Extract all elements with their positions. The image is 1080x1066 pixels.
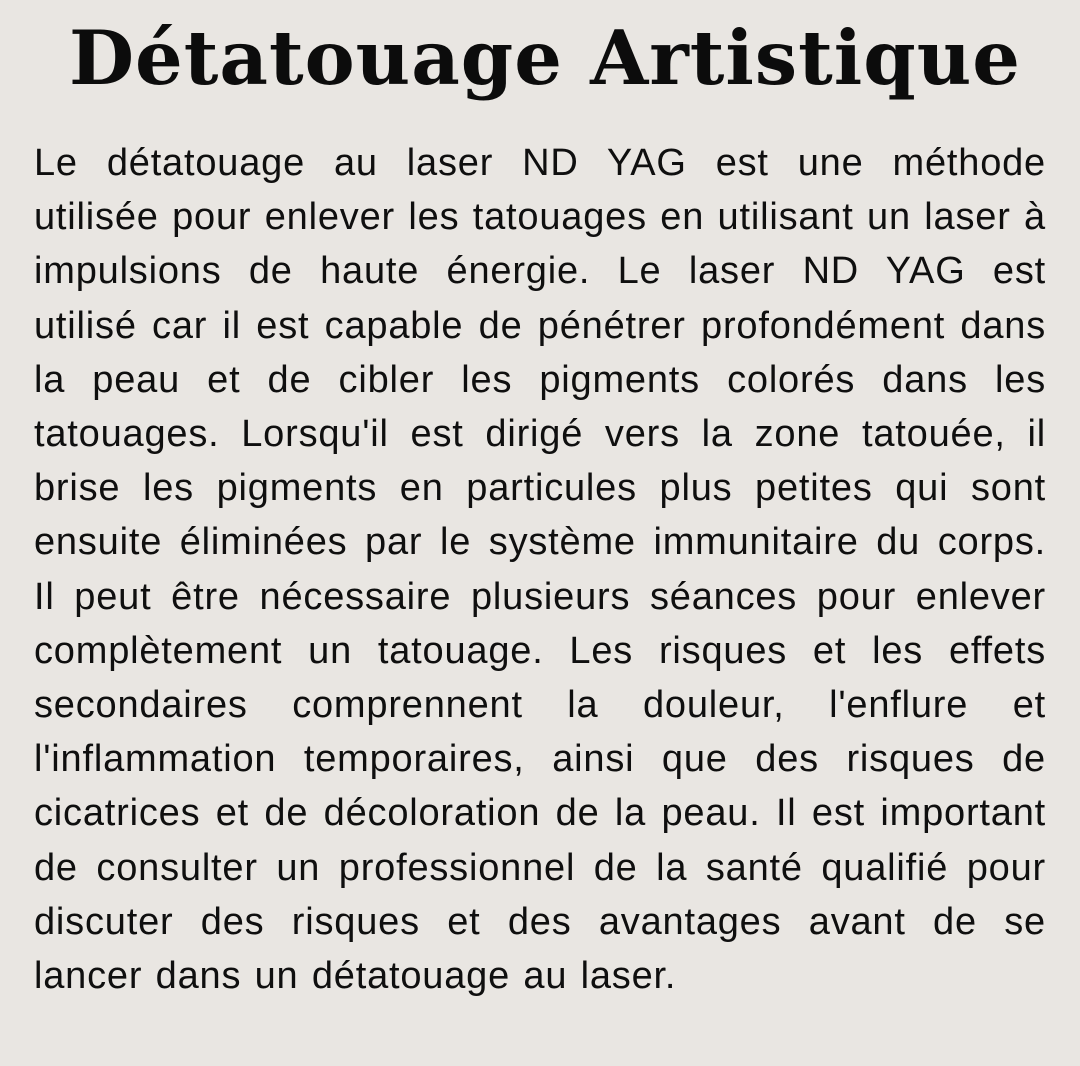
body-paragraph: Le détatouage au laser ND YAG est une méthode utilisée pour enlever les tatouages en utilisant un laser à impulsions de haute énergie. Le laser ND YAG est utilisé car il est capable de pénétrer profondément dans la peau et de cibler les pigments colorés dans les tatouages. Lorsqu'il est dirigé vers la zone tatouée, il brise les pigments en particules plus petites qui sont ensuite éliminées par le système immunitaire du corps. Il peut être nécessaire plusieurs séances pour enlever complètement un tatouage. Les risques et les effets secondaires comprennent la douleur, l'enflure et l'inflammation temporaires, ainsi que des risques de cicatrices et de décoloration de la peau. Il est important de consulter un professionnel de la santé qualifié pour discuter des risques et des avantages avant de se lancer dans un détatouage au laser. xyxy=(34,142,1046,998)
page-title: Détatouage Artistique xyxy=(69,14,1021,102)
